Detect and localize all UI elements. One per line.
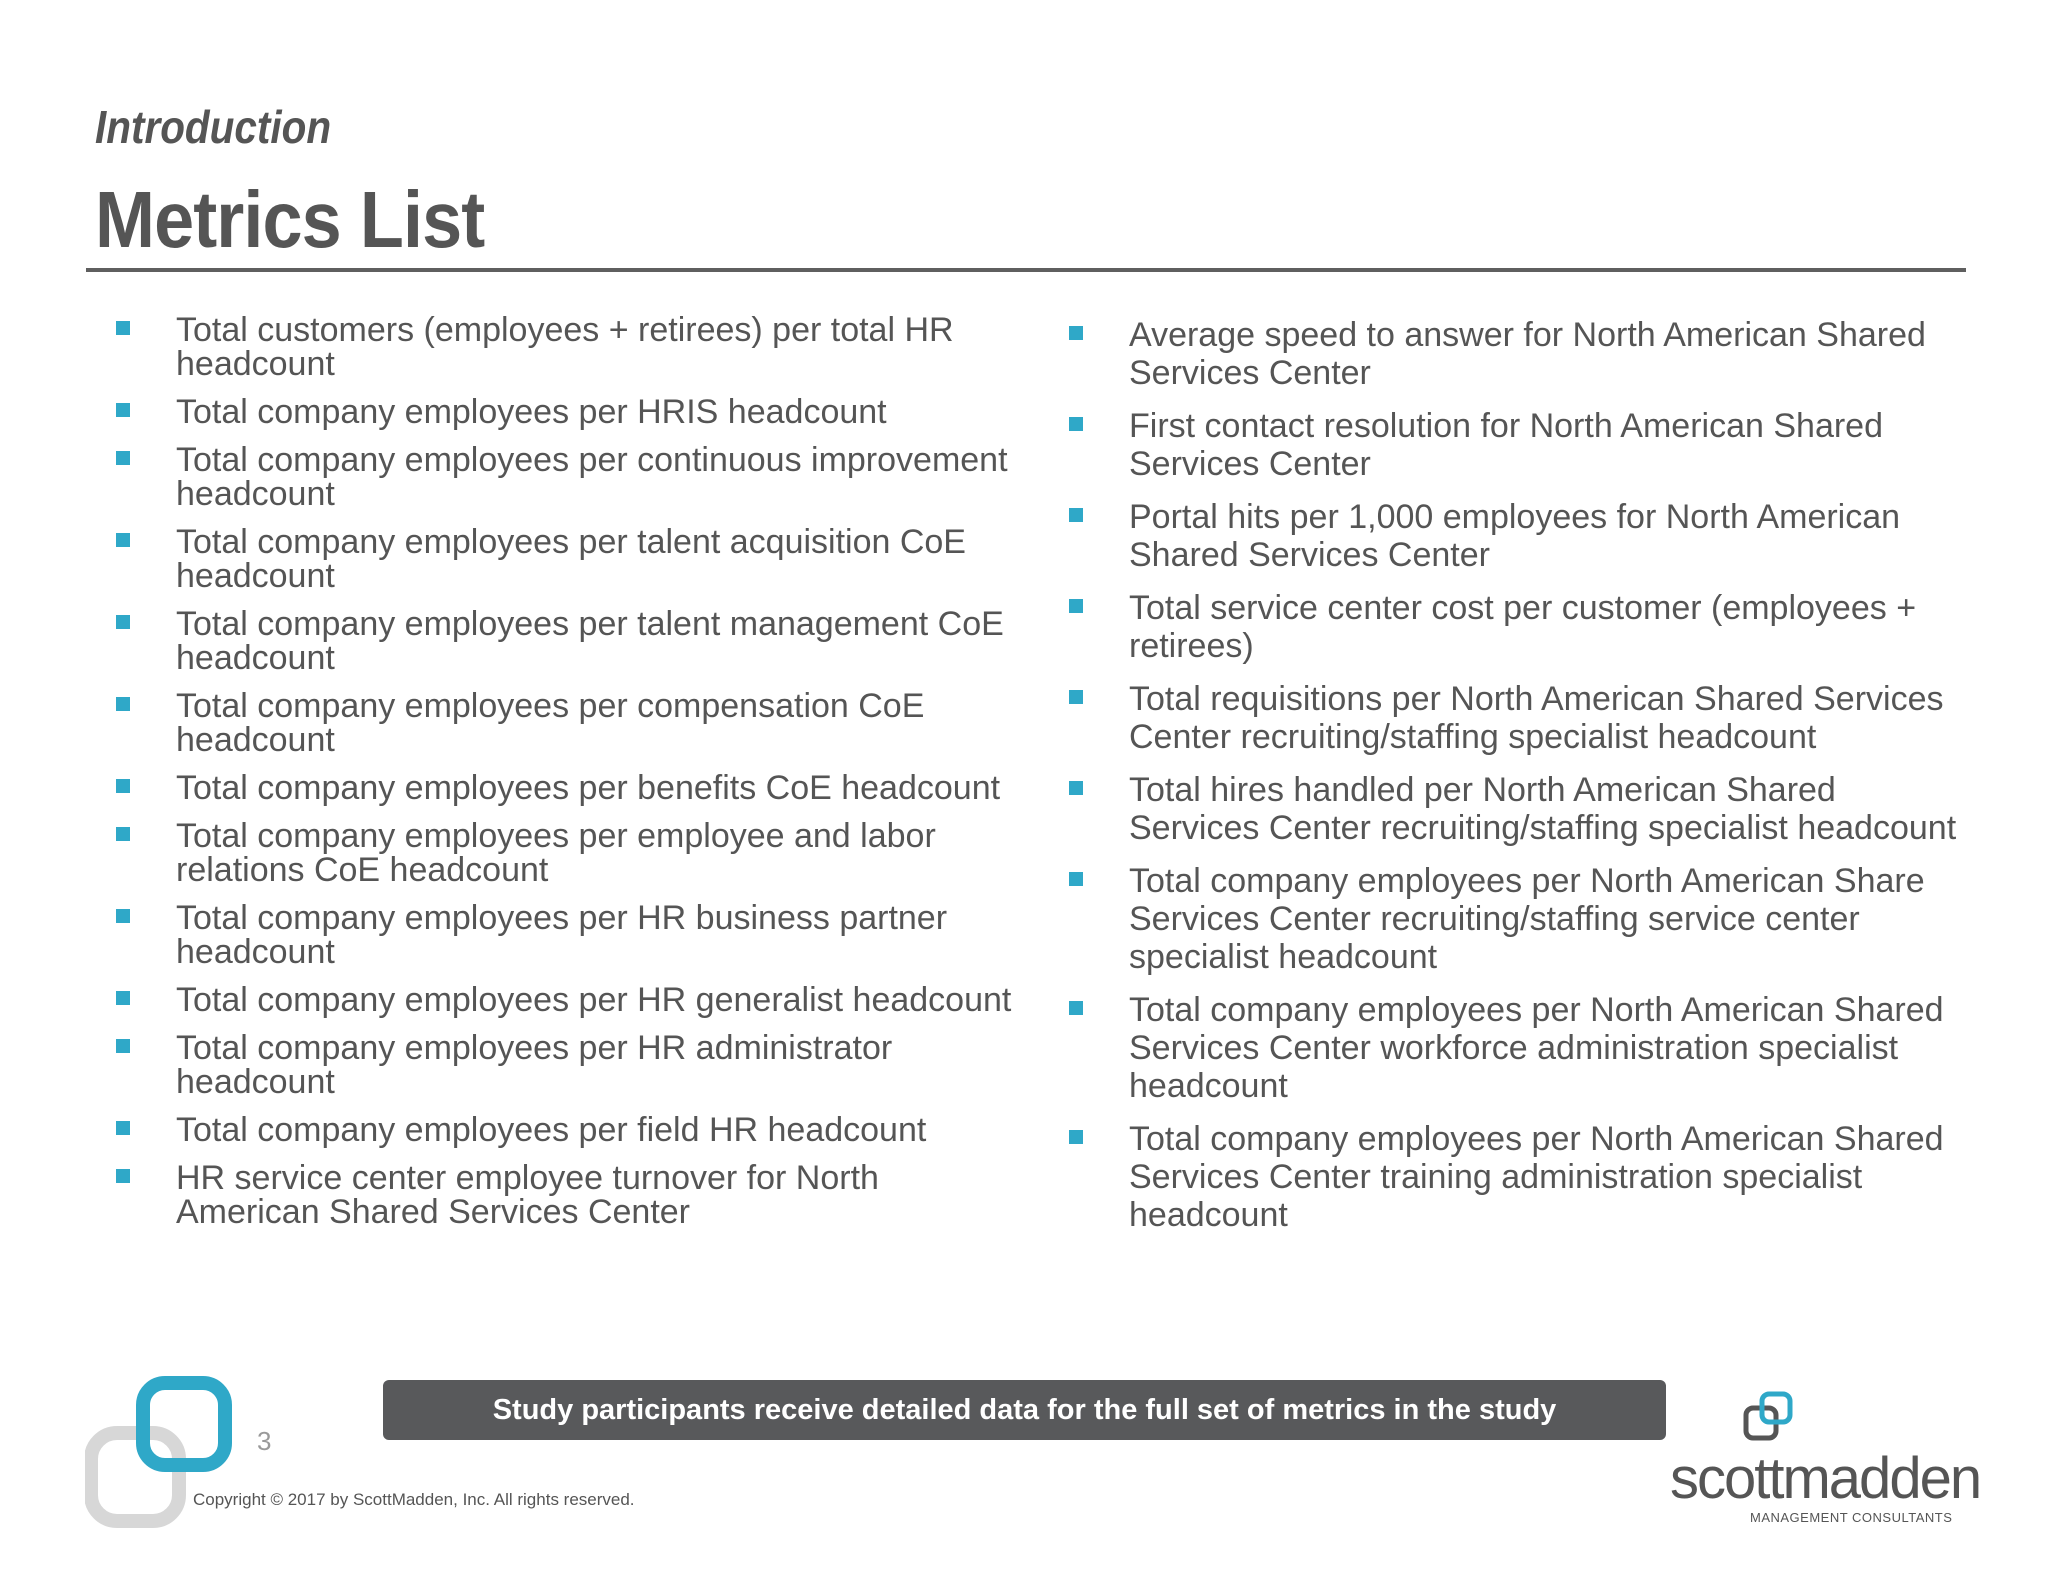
- list-item-text: Total company employees per talent acquisition CoE headcount: [176, 523, 966, 595]
- list-item-text: Total company employees per North American Share Services Center recruiting/staffing service center specialist headcount: [1129, 862, 1925, 976]
- page-title: Metrics List: [95, 175, 485, 264]
- square-bullet-icon: [1069, 690, 1083, 704]
- list-item-text: HR service center employee turnover for North American Shared Services Center: [176, 1159, 879, 1231]
- list-item-text: Total company employees per North American Shared Services Center training administration specialist headcount: [1129, 1120, 1944, 1234]
- metrics-list-left: [115, 313, 1015, 1243]
- list-item: [115, 689, 1015, 757]
- square-bullet-icon: [116, 909, 130, 923]
- list-item-text: Total company employees per HR administrator headcount: [176, 1029, 893, 1101]
- list-item: [1068, 862, 1968, 976]
- list-item: [115, 443, 1015, 511]
- square-bullet-icon: [1069, 417, 1083, 431]
- list-item-text: Total company employees per continuous improvement headcount: [176, 441, 1008, 513]
- list-item-text: Total customers (employees + retirees) per total HR headcount: [176, 311, 954, 383]
- list-item: [1068, 589, 1968, 665]
- list-item-text: Total company employees per HR generalist headcount: [176, 981, 1012, 1019]
- list-item: [115, 1031, 1015, 1099]
- metrics-list-right: [1068, 316, 1968, 1249]
- list-item-text: Average speed to answer for North American Shared Services Center: [1129, 316, 1926, 392]
- square-bullet-icon: [116, 403, 130, 417]
- list-item: [115, 771, 1015, 805]
- square-bullet-icon: [1069, 781, 1083, 795]
- list-item: [115, 1113, 1015, 1147]
- list-item-text: First contact resolution for North American Shared Services Center: [1129, 407, 1883, 483]
- corner-squares-logo: [85, 1375, 245, 1535]
- square-bullet-icon: [1069, 1001, 1083, 1015]
- square-bullet-icon: [116, 615, 130, 629]
- list-item-text: Total service center cost per customer (employees + retirees): [1129, 589, 1917, 665]
- square-bullet-icon: [116, 451, 130, 465]
- list-item: [115, 901, 1015, 969]
- square-bullet-icon: [1069, 599, 1083, 613]
- square-bullet-icon: [1069, 1130, 1083, 1144]
- square-bullet-icon: [116, 697, 130, 711]
- section-kicker: Introduction: [95, 101, 332, 153]
- square-bullet-icon: [116, 1121, 130, 1135]
- list-item: [1068, 316, 1968, 392]
- brand-squares-icon: [1740, 1390, 1810, 1450]
- title-divider: [86, 268, 1966, 272]
- list-item: [115, 313, 1015, 381]
- list-item-text: Total requisitions per North American Shared Services Center recruiting/staffing specialist headcount: [1129, 680, 1944, 756]
- square-bullet-icon: [1069, 872, 1083, 886]
- list-item-text: Total company employees per field HR headcount: [176, 1111, 927, 1149]
- list-item: [1068, 407, 1968, 483]
- square-bullet-icon: [116, 779, 130, 793]
- list-item-text: Total company employees per compensation CoE headcount: [176, 687, 925, 759]
- square-bullet-icon: [1069, 326, 1083, 340]
- list-item: [115, 607, 1015, 675]
- list-item: [1068, 680, 1968, 756]
- list-item-text: Total company employees per HR business partner headcount: [176, 899, 948, 971]
- page-number: 3: [257, 1426, 272, 1456]
- list-item: [1068, 771, 1968, 847]
- square-bullet-icon: [116, 1039, 130, 1053]
- square-bullet-icon: [116, 827, 130, 841]
- square-bullet-icon: [116, 321, 130, 335]
- list-item-text: Total company employees per talent management CoE headcount: [176, 605, 1004, 677]
- list-item: [115, 819, 1015, 887]
- square-bullet-icon: [116, 533, 130, 547]
- list-item-text: Total company employees per benefits CoE headcount: [176, 769, 1001, 807]
- list-item: [115, 1161, 1015, 1229]
- list-item-text: Total company employees per North American Shared Services Center workforce administration specialist headcount: [1129, 991, 1944, 1105]
- square-bullet-icon: [116, 1169, 130, 1183]
- copyright-text: Copyright © 2017 by ScottMadden, Inc. All rights reserved.: [193, 1490, 635, 1509]
- list-item: [1068, 1120, 1968, 1234]
- list-item: [1068, 498, 1968, 574]
- study-banner: Study participants receive detailed data for the full set of metrics in the study: [383, 1380, 1666, 1440]
- list-item-text: Total hires handled per North American Shared Services Center recruiting/staffing specialist headcount: [1129, 771, 1957, 847]
- list-item: [1068, 991, 1968, 1105]
- list-item-text: Total company employees per HRIS headcount: [176, 393, 887, 431]
- list-item: [115, 983, 1015, 1017]
- list-item-text: Portal hits per 1,000 employees for North American Shared Services Center: [1129, 498, 1901, 574]
- square-bullet-icon: [1069, 508, 1083, 522]
- scottmadden-logo: [1660, 1390, 1981, 1530]
- list-item: [115, 525, 1015, 593]
- list-item: [115, 395, 1015, 429]
- square-bullet-icon: [116, 991, 130, 1005]
- brand-tagline: MANAGEMENT CONSULTANTS: [1750, 1510, 1953, 1525]
- list-item-text: Total company employees per employee and labor relations CoE headcount: [176, 817, 936, 889]
- brand-name: scottmadden: [1670, 1446, 1981, 1511]
